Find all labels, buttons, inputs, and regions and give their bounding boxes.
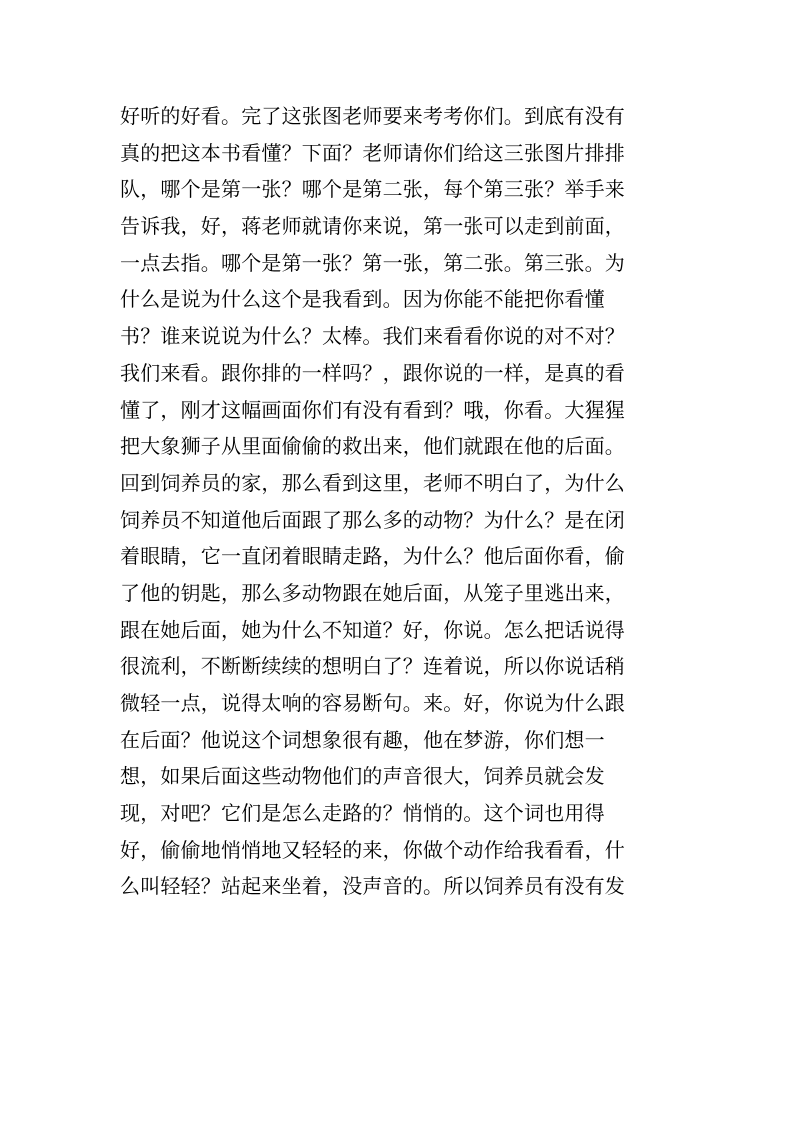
text-line: 告诉我，好，蒋老师就请你来说，第一张可以走到前面， bbox=[120, 214, 625, 239]
text-line: 现，对吧？它们是怎么走路的？悄悄的。这个词也用得 bbox=[120, 801, 605, 826]
text-line: 书？谁来说说为什么？太棒。我们来看看你说的对不对？ bbox=[120, 324, 625, 349]
text-line: 把大象狮子从里面偷偷的救出来，他们就跟在他的后面。 bbox=[120, 434, 625, 459]
text-line: 饲养员不知道他后面跟了那么多的动物？为什么？是在闭 bbox=[120, 507, 625, 532]
text-line: 懂了，刚才这幅画面你们有没有看到？哦，你看。大猩猩 bbox=[120, 397, 625, 422]
text-line: 好听的好看。完了这张图老师要来考考你们。到底有没有 bbox=[120, 104, 625, 128]
text-line: 很流利，不断断续续的想明白了？连着说，所以你说话稍 bbox=[120, 654, 625, 679]
text-line: 着眼睛，它一直闭着眼睛走路，为什么？他后面你看，偷 bbox=[120, 544, 625, 569]
text-line: 什么是说为什么这个是我看到。因为你能不能把你看懂 bbox=[120, 287, 605, 312]
text-line: 么叫轻轻？站起来坐着，没声音的。所以饲养员有没有发 bbox=[120, 874, 625, 899]
text-line: 我们来看。跟你排的一样吗？，跟你说的一样，是真的看 bbox=[120, 360, 625, 385]
text-line: 一点去指。哪个是第一张？第一张，第二张。第三张。为 bbox=[120, 250, 625, 275]
text-line: 回到饲养员的家，那么看到这里，老师不明白了，为什么 bbox=[120, 470, 625, 495]
text-line: 跟在她后面，她为什么不知道？好，你说。怎么把话说得 bbox=[120, 617, 625, 642]
text-line: 在后面？他说这个词想象很有趣，他在梦游，你们想一 bbox=[120, 727, 605, 752]
text-line: 好，偷偷地悄悄地又轻轻的来，你做个动作给我看看，什 bbox=[120, 837, 625, 862]
text-line: 真的把这本书看懂？下面？老师请你们给这三张图片排排 bbox=[120, 140, 625, 165]
text-line: 微轻一点，说得太响的容易断句。来。好，你说为什么跟 bbox=[120, 691, 625, 715]
text-line: 想，如果后面这些动物他们的声音很大，饲养员就会发 bbox=[120, 764, 605, 789]
text-line: 队，哪个是第一张？哪个是第二张，每个第三张？举手来 bbox=[120, 177, 625, 202]
body-text bbox=[120, 98, 660, 905]
text-line: 了他的钥匙，那么多动物跟在她后面，从笼子里逃出来， bbox=[120, 580, 625, 605]
